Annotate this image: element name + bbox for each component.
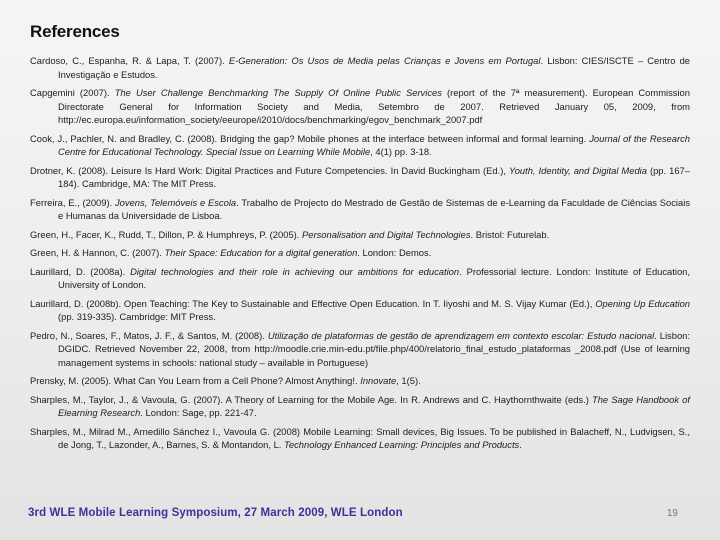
- reference-list: [30, 54, 690, 457]
- reference-item: Laurillard, D. (2008a). Digital technologies and their role in achieving our ambitions for education. Professorial lecture. London: Institute of Education, University of London.: [30, 265, 690, 290]
- reference-item: Cook, J., Pachler, N. and Bradley, C. (2008). Bridging the gap? Mobile phones at the interface between informal and formal learning. Journal of the Research Centre for Educational Technology. Special Issue on Learning While Mobile, 4(1) pp. 3-18.: [30, 132, 690, 157]
- reference-item: Pedro, N., Soares, F., Matos, J. F., & Santos, M. (2008). Utilização de plataformas de gestão de aprendizagem em contexto escolar: Estudo nacional. Lisbon: DGIDC. Retrieved November 22, 2008, from http://moodle.crie.min-edu.pt/file.php/400/relatorio_final_estudo_plataformas _2008.pdf (Use of learning management systems in schools: national study – available in Portuguese): [30, 329, 690, 368]
- reference-item: Sharples, M., Taylor, J., & Vavoula, G. (2007). A Theory of Learning for the Mobile Age. In R. Andrews and C. Haythornthwaite (eds.) The Sage Handbook of Elearning Research. London: Sage, pp. 221-47.: [30, 393, 690, 418]
- footer-text: 3rd WLE Mobile Learning Symposium, 27 March 2009, WLE London: [28, 507, 403, 519]
- reference-item: Sharples, M., Milrad M., Arnedillo Sánchez I., Vavoula G. (2008) Mobile Learning: Small devices, Big Issues. To be published in Balacheff, N., Ludvigsen, S., de Jong, T., Lazonder, A., Barnes, S. & Montandon, L. Technology Enhanced Learning: Principles and Products.: [30, 425, 690, 450]
- page-title: References: [30, 22, 120, 41]
- reference-item: Cardoso, C., Espanha, R. & Lapa, T. (2007). E-Generation: Os Usos de Media pelas Crianças e Jovens em Portugal. Lisbon: CIES/ISCTE – Centro de Investigação e Estudos.: [30, 55, 691, 80]
- reference-item: Capgemini (2007). The User Challenge Benchmarking The Supply Of Online Public Services (report of the 7ª measurement). European Commission Directorate General for Information Society and Media, Setembro de 2007. Retrieved January 05, 2009, from http://ec.europa.eu/information_society/eeurope/i2010/docs/benchmarking/egov_benchmark_2007.pdf: [30, 87, 690, 125]
- reference-item: Green, H., Facer, K., Rudd, T., Dillon, P. & Humphreys, P. (2005). Personalisation and Digital Technologies. Bristol: Futurelab.: [30, 228, 550, 240]
- reference-item: Prensky, M. (2005). What Can You Learn from a Cell Phone? Almost Anything!. Innovate, 1(5).: [30, 375, 421, 386]
- reference-item: Green, H. & Hannon, C. (2007). Their Space: Education for a digital generation. London: Demos.: [30, 247, 432, 258]
- reference-item: Ferreira, E., (2009). Jovens, Telemóveis e Escola. Trabalho de Projecto do Mestrado de Gestão de Sistemas de e-Learning da Faculdade de Ciências Sociais e Humanas da Universidade de Lisboa.: [30, 196, 691, 221]
- page-number: 19: [666, 508, 678, 519]
- reference-item: Drotner, K. (2008). Leisure Is Hard Work: Digital Practices and Future Competencies. In David Buckingham (Ed.), Youth, Identity, and Digital Media (pp. 167–184). Cambridge, MA: The MIT Press.: [30, 164, 690, 189]
- reference-item: Laurillard, D. (2008b). Open Teaching: The Key to Sustainable and Effective Open Education. In T. Iiyoshi and M. S. Vijay Kumar (Ed.), Opening Up Education (pp. 319-335). Cambridge: MIT Press.: [30, 297, 690, 322]
